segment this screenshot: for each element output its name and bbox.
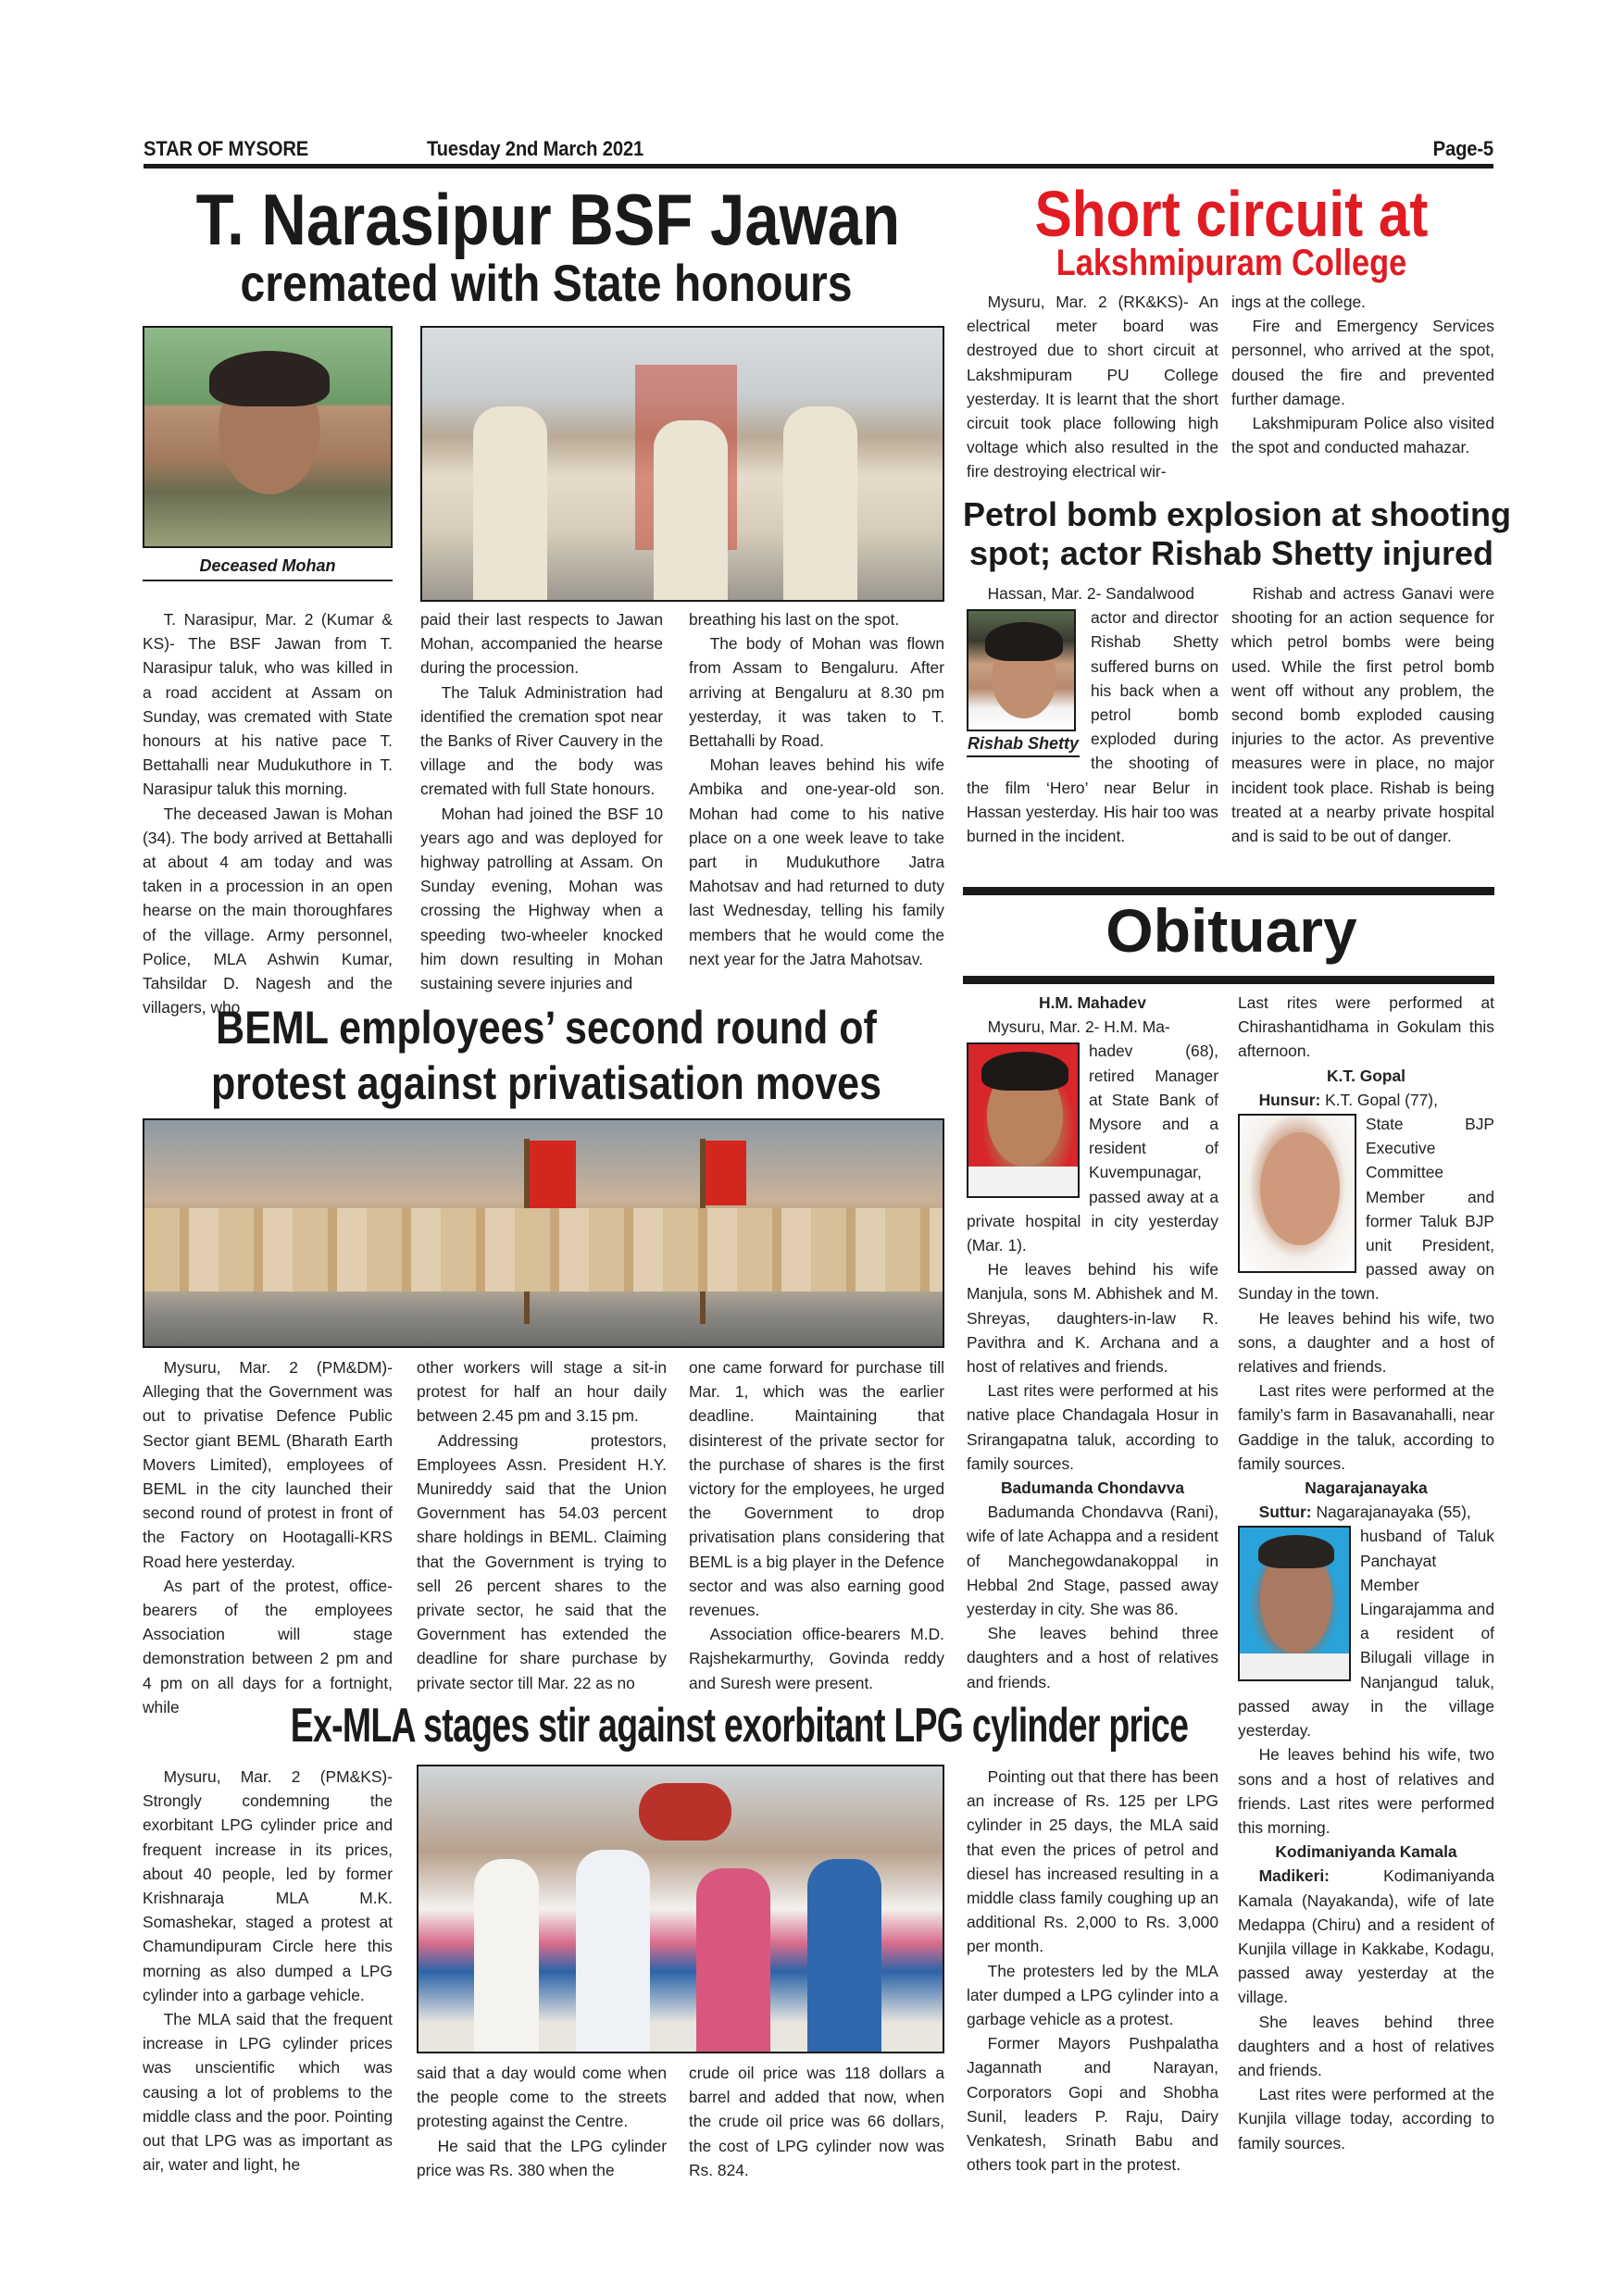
short-circuit-column-1 bbox=[967, 290, 1218, 484]
paragraph: She leaves behind three daughters and a host of relatives and friends. bbox=[1238, 2012, 1494, 2079]
photo-hair bbox=[1258, 1535, 1334, 1568]
red-flag bbox=[530, 1141, 576, 1215]
paragraph: Mohan had joined the BSF 10 years ago and was deployed for highway patrolling at Assam. On Sunday evening, Mohan was crossing the Highway when a speeding two-wheeler knocked him down resulting in Mohan sustaining severe injuries and bbox=[420, 804, 663, 993]
paragraph: Last rites were performed at the Kunjila village today, according to family sources. bbox=[1238, 2085, 1494, 2152]
paragraph: said that a day would come when the people come to the streets protesting against the Centre. bbox=[417, 2064, 667, 2131]
issue-date: Tuesday 2nd March 2021 bbox=[427, 137, 644, 160]
obituary-place: Suttur: bbox=[1258, 1503, 1312, 1522]
petrol-bomb-column-2 bbox=[1231, 581, 1494, 848]
obituary-title: Obituary bbox=[1106, 896, 1357, 965]
paragraph: one came forward for purchase till Mar. 1, which was the earlier deadline. Maintaining that disinterest of the private sector for the purchase of shares is the first victory for the employees, he urged the Government to drop privatisation plans considering that BEML is a big player in the Defence sector and was also earning good revenues. bbox=[689, 1358, 944, 1620]
paragraph: He leaves behind his wife, two sons, a daughter and a host of relatives and friends. bbox=[1238, 1308, 1494, 1377]
paragraph: ings at the college. bbox=[1231, 293, 1367, 311]
beml-column-3 bbox=[689, 1355, 944, 1695]
obituary-name: Nagarajanayaka bbox=[1305, 1479, 1428, 1498]
obituary-column-1 bbox=[967, 991, 1218, 1694]
paragraph: The Taluk Administration had identified the cremation spot near the Banks of River Cauvery in the village and the body was cremated with full State honours. bbox=[420, 682, 663, 799]
mohan-portrait-photo bbox=[143, 326, 393, 548]
obituary-name: Badumanda Chondavva bbox=[1000, 1479, 1185, 1498]
petrol-bomb-headline-line1: Petrol bomb explosion at shooting bbox=[963, 495, 1512, 533]
obituary-place: Madikeri: bbox=[1258, 1866, 1330, 1886]
paragraph: Fire and Emergency Services personnel, who arrived at the spot, doused the fire and prevented further damage. bbox=[1231, 317, 1494, 408]
paragraph: The MLA said that the frequent increase in LPG cylinder prices was unscientific which was causing a lot of problems to the middle class and the poor. Pointing out that LPG was as important as air, water and light, he bbox=[143, 2010, 393, 2175]
masthead bbox=[144, 137, 1493, 168]
lpg-headline: Ex-MLA stages stir against exorbitant LPG cylinder price bbox=[290, 1699, 1189, 1753]
red-flag bbox=[706, 1141, 746, 1205]
paragraph-lead: Kodimaniyanda Kamala (Nayakanda), wife of late Medappa (Chiru) and a resident of Kunjila village in Kakkabe, Kodagu, passed away yesterday at the village. bbox=[1238, 1866, 1494, 2007]
paragraph: other workers will stage a sit-in protest for half an hour daily between 2.45 pm and 3.15 pm. bbox=[417, 1358, 667, 1426]
bsf-headline-line2: cremated with State honours bbox=[240, 254, 853, 312]
rishab-photo-block bbox=[967, 609, 1080, 757]
lpg-column-1 bbox=[143, 1765, 393, 2177]
paper-name: STAR OF MYSORE bbox=[144, 137, 309, 160]
procession-photo bbox=[420, 326, 944, 602]
obituary-name: K.T. Gopal bbox=[1326, 1066, 1406, 1085]
protester-figure bbox=[576, 1850, 650, 2053]
obituary-bottom-rule bbox=[963, 976, 1494, 984]
lpg-cylinder bbox=[639, 1783, 731, 1841]
beml-column-2 bbox=[417, 1355, 667, 1695]
bsf-headline-line1: T. Narasipur BSF Jawan bbox=[195, 179, 901, 260]
protester-figure bbox=[474, 1859, 539, 2053]
paragraph: Last rites were performed at Chirashantidhama in Gokulam this afternoon. bbox=[1238, 993, 1494, 1061]
paragraph: The body of Mohan was flown from Assam to Bengaluru. After arriving at Bengaluru at 8.30 pm yesterday, it was taken to T. Bettahalli by Road. bbox=[689, 634, 944, 751]
nagarajanayaka-photo bbox=[1238, 1526, 1351, 1681]
paragraph: The protesters led by the MLA later dumped a LPG cylinder into a garbage vehicle as a protest. bbox=[967, 1961, 1218, 2029]
obituary-place: Hunsur: bbox=[1258, 1090, 1321, 1109]
paragraph: Last rites were performed at his native place Chandagala Hosur in Srirangapatna taluk, according to family sources. bbox=[967, 1381, 1218, 1473]
paragraph: He leaves behind his wife, two sons and a host of relatives and friends. Last rites were performed this morning. bbox=[1238, 1745, 1494, 1837]
paragraph: Association office-bearers M.D. Rajshekarmurthy, Govinda reddy and Suresh were present. bbox=[689, 1625, 944, 1692]
paragraph-lead: K.T. Gopal (77), bbox=[1325, 1090, 1438, 1109]
protester-figure bbox=[807, 1859, 881, 2053]
officer-figure bbox=[654, 420, 728, 602]
mohan-photo-caption: Deceased Mohan bbox=[143, 554, 393, 581]
paragraph: crude oil price was 118 dollars a barrel and added that now, when the crude oil price was 66 dollars, the cost of LPG cylinder now was Rs. 824. bbox=[689, 2064, 944, 2179]
paragraph: He leaves behind his wife Manjula, sons M. Abhishek and M. Shreyas, daughters-in-law R. Pavithra and K. Archana and a host of relatives and friends. bbox=[967, 1260, 1218, 1377]
paragraph-lead: Hassan, Mar. 2- Sandalwood bbox=[987, 584, 1194, 603]
photo-hair bbox=[985, 622, 1063, 661]
gopal-photo bbox=[1238, 1114, 1356, 1273]
officer-figure bbox=[473, 406, 547, 601]
paragraph: breathing his last on the spot. bbox=[689, 610, 900, 629]
paragraph: Mysuru, Mar. 2 (PM&KS)- Strongly condemning the exorbitant LPG cylinder price and frequent increase in its prices, about 40 people, led by former Krishnaraja MLA M.K. Somashekar, staged a protest at Chamundipuram Circle here this morning as also dumped a LPG cylinder into a garbage vehicle. bbox=[143, 1767, 393, 2004]
paragraph: Mysuru, Mar. 2 (PM&DM)- Alleging that the Government was out to privatise Defence Public Sector giant BEML (Bharath Earth Movers Limited), employees of BEML in the city launched their second round of protest in front of the Factory on Hootagalli-KRS Road here yesterday. bbox=[143, 1358, 393, 1571]
obituary-column-2 bbox=[1238, 991, 1494, 2155]
mahadev-photo bbox=[967, 1042, 1080, 1198]
page-number: Page-5 bbox=[1432, 137, 1493, 160]
lpg-protest-photo bbox=[417, 1765, 944, 2053]
photo-hair bbox=[209, 351, 330, 406]
paragraph: Addressing protestors, Employees Assn. President H.Y. Munireddy said that the Union Government has 54.03 percent share holdings in BEML. Claiming that the Government is trying to sell 26 percent shares to the private sector, he said that the Government has extended the deadline for share purchase by private sector till Mar. 22 as no bbox=[417, 1430, 667, 1692]
paragraph: actor and director Rishab Shetty suffered burns on his back when a petrol bomb exploded during the shooting of the film ‘Hero’ near Belur in Hassan yesterday. His hair too was burned in the incident. bbox=[967, 608, 1218, 846]
obituary-top-rule bbox=[963, 887, 1494, 895]
petrol-bomb-column-1 bbox=[967, 581, 1218, 848]
beml-headline-line1: BEML employees’ second round of bbox=[216, 1002, 877, 1054]
lpg-column-2 bbox=[417, 2061, 667, 2182]
photo-hair bbox=[981, 1052, 1068, 1091]
paragraph: Badumanda Chondavva (Rani), wife of late Achappa and a resident of Manchegowdanakoppal in Hebbal 2nd Stage, passed away yesterday in city. She was 86. bbox=[967, 1503, 1218, 1619]
rishab-photo-caption: Rishab Shetty bbox=[967, 731, 1080, 757]
paragraph: T. Narasipur, Mar. 2 (Kumar & KS)- The BSF Jawan from T. Narasipur taluk, who was killed in a road accident at Assam on Sunday, was cremated with State honours at his native pace T. Bettahalli near Mudukuthore in T. Narasipur taluk this morning. bbox=[143, 610, 393, 799]
paragraph: The deceased Jawan is Mohan (34). The body arrived at Bettahalli at about 4 am today and was taken in a procession in an open hearse on the main thoroughfares of the village. Army personnel, Police, MLA Ashwin Kumar, Tahsildar D. Nagesh and the villagers, who bbox=[143, 804, 393, 1017]
rishab-shetty-photo bbox=[967, 609, 1076, 731]
paragraph: husband of Taluk Panchayat Member Lingarajamma and a resident of Bilugali village in Nanjangud taluk, passed away in the village yesterday. bbox=[1238, 1527, 1494, 1741]
lpg-column-3 bbox=[689, 2061, 944, 2182]
beml-column-1 bbox=[143, 1355, 393, 1719]
paragraph: hadev (68), retired Manager at State Bank of Mysore and a resident of Kuvempunagar, passed away at a private hospital in city yesterday (Mar. 1). bbox=[967, 1042, 1218, 1255]
bsf-column-1 bbox=[143, 607, 393, 1019]
paragraph: Mysuru, Mar. 2 (RK&KS)- An electrical meter board was destroyed due to short circuit at Lakshmipuram PU College yesterday. It is learnt that the short circuit took place following high voltage which also resulted in the fire destroying electrical wir- bbox=[967, 293, 1218, 481]
paragraph: Lakshmipuram Police also visited the spot and conducted mahazar. bbox=[1231, 414, 1494, 457]
paragraph: State BJP Executive Committee Member and former Taluk BJP unit President, passed away on Sunday in the town. bbox=[1238, 1115, 1494, 1304]
beml-headline-line2: protest against privatisation moves bbox=[210, 1057, 882, 1109]
paragraph-lead: Nagarajanayaka (55), bbox=[1316, 1503, 1471, 1522]
bsf-column-3 bbox=[689, 607, 944, 971]
officer-figure bbox=[783, 406, 857, 601]
photo-shirt bbox=[968, 1167, 1078, 1196]
obituary-name: Kodimaniyanda Kamala bbox=[1275, 1842, 1457, 1862]
beml-protest-photo bbox=[143, 1118, 944, 1348]
obituary-name: H.M. Mahadev bbox=[1039, 993, 1146, 1012]
paragraph: Former Mayors Pushpalatha Jagannath and Narayan, Corporators Gopi and Shobha Sunil, leaders P. Raju, Dairy Venkatesh, Srinath Babu and others took part in the protest. bbox=[967, 2034, 1218, 2175]
paragraph: Last rites were performed at the family’s farm in Basavanahalli, near Gaddige in the taluk, according to family sources. bbox=[1238, 1381, 1494, 1473]
crowd-row bbox=[144, 1208, 943, 1292]
paragraph: Pointing out that there has been an increase of Rs. 125 per LPG cylinder in 25 days, the MLA said that even the prices of petrol and diesel has increased resulting in a middle class family coughing up an additional Rs. 2,000 to Rs. 3,000 per month. bbox=[967, 1767, 1218, 1956]
protester-figure bbox=[696, 1868, 770, 2053]
short-circuit-headline-line1: Short circuit at bbox=[1034, 178, 1429, 250]
short-circuit-column-2 bbox=[1231, 290, 1494, 459]
paragraph-lead: Mysuru, Mar. 2- H.M. Ma- bbox=[987, 1017, 1170, 1037]
paragraph: He said that the LPG cylinder price was Rs. 380 when the bbox=[417, 2136, 667, 2179]
paragraph: As part of the protest, office-bearers of the employees Association will stage demonstration between 2 pm and 4 pm on all days for a fortnight, while bbox=[143, 1576, 393, 1716]
paragraph: She leaves behind three daughters and a host of relatives and friends. bbox=[967, 1624, 1218, 1691]
paragraph: Rishab and actress Ganavi were shooting for an action sequence for which petrol bombs were being used. While the first petrol bomb went off without any problem, the second bomb exploded causing injuries to the actor. As preventive measures were in place, no major incident took place. Rishab is being treated at a nearby private hospital and is said to be out of danger. bbox=[1231, 584, 1494, 846]
short-circuit-headline-line2: Lakshmipuram College bbox=[1056, 243, 1407, 283]
lpg-column-4 bbox=[967, 1765, 1218, 2177]
paragraph: Mohan leaves behind his wife Ambika and one-year-old son. Mohan had come to his native place on a one week leave to take part in Mudukuthore Jatra Mahotsav and had returned to duty last Wednesday, telling his family members that he would come the next year for the Jatra Mahotsav. bbox=[689, 755, 944, 968]
bsf-column-2 bbox=[420, 607, 663, 995]
photo-shirt bbox=[1240, 1653, 1349, 1679]
photo-face bbox=[1260, 1132, 1340, 1245]
paragraph: paid their last respects to Jawan Mohan, accompanied the hearse during the procession. bbox=[420, 610, 663, 678]
petrol-bomb-headline-line2: spot; actor Rishab Shetty injured bbox=[968, 534, 1494, 572]
